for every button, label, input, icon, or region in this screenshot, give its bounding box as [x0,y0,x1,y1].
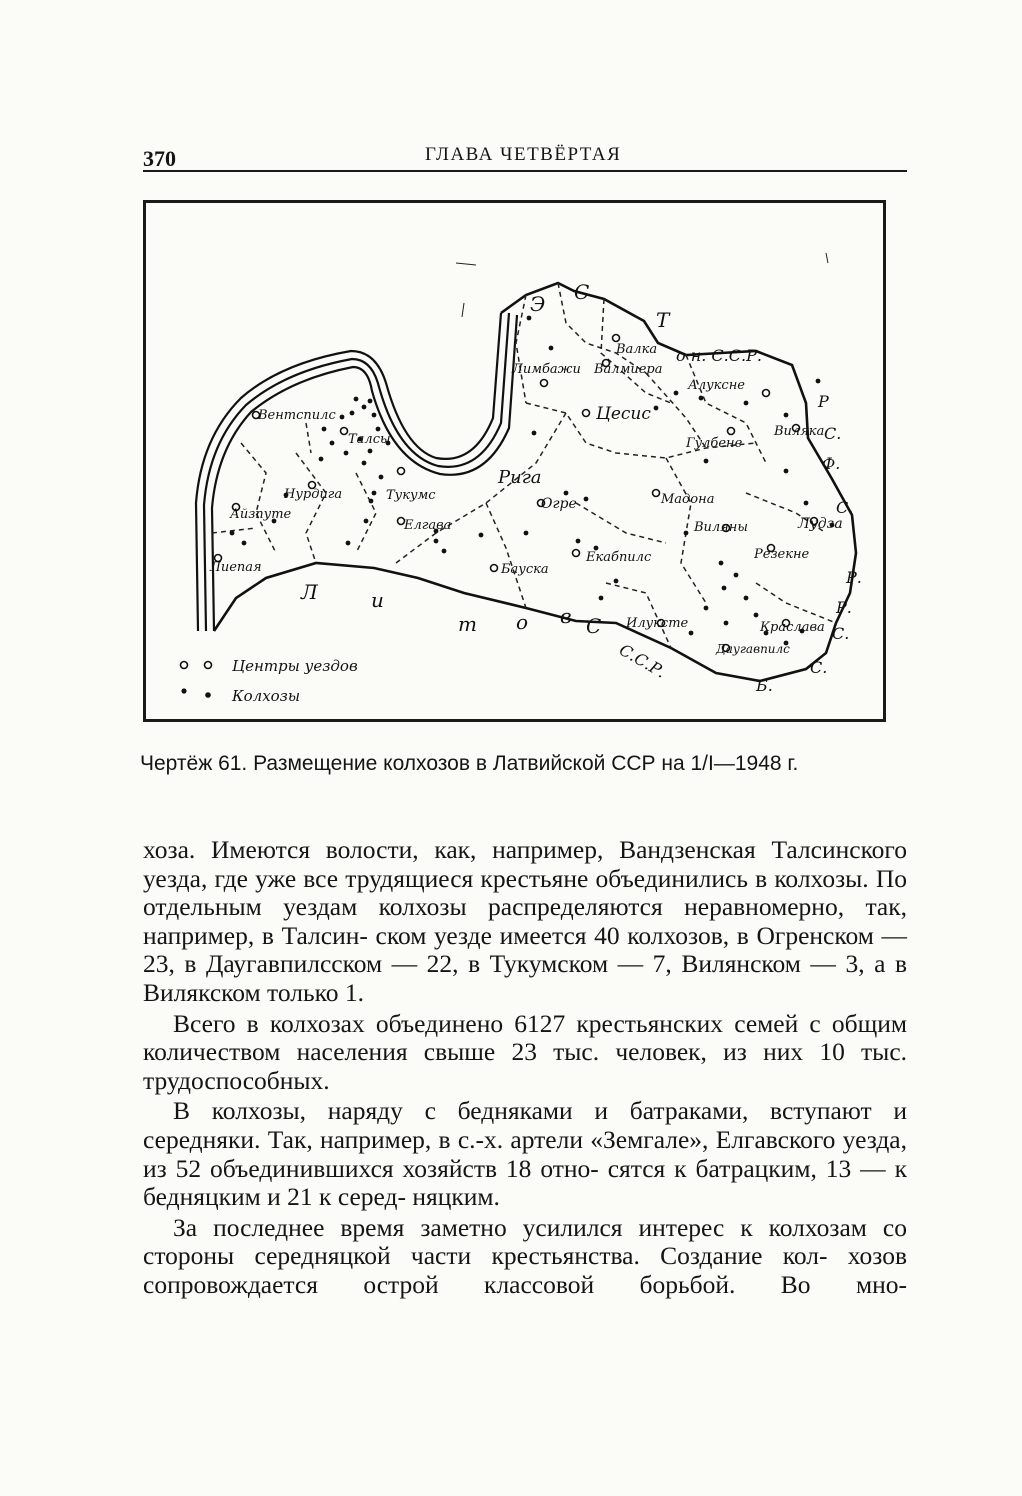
body-text [143,836,907,1300]
district-label: Краслава [760,620,825,635]
district-label: Валмиера [594,362,663,377]
legend-kolkhoz-label: Колхозы [232,687,301,705]
district-label: Огре [541,496,577,512]
text-line: хозов сопровождается острой классовой борьбой. Во мно- [143,1241,907,1299]
text-line: а в Вилякском только 1. [143,949,907,1007]
belarus-letter: Р. [846,568,862,587]
lithuania-letter: о [516,610,529,634]
district-label: Даугавпилс [716,642,790,656]
district-label: Тукумс [386,488,436,503]
map-legend [205,657,358,705]
text-line: За последнее время заметно усилился интерес к колхозам [173,1212,867,1242]
text-line: с общим количеством населения свыше 23 тыс. человек, из [143,1008,907,1067]
district-label: Елгава [404,518,452,533]
text-line: Талсинского уезда, где уже все трудящиеся крестьяне [143,835,907,893]
text-line: Елгавского уезда, из 52 объединившихся хозяйств 18 отно- [143,1124,908,1183]
district-label: Лиепая [210,560,262,575]
text-line: сятся к батрацким, 13 — к бедняцким и 21 к серед- [143,1153,907,1212]
paragraph-1 [143,836,907,1008]
coastline [196,313,517,631]
map-marks [456,253,828,317]
russia-letter: С. [824,424,842,443]
lithuania-letter: С [586,614,602,638]
district-label: Цесис [596,404,651,424]
text-line: хоза. Имеются волости, как, например, Вандзенская [143,835,756,864]
text-line: Всего в колхозах объединено 6127 крестьянских семей [173,1008,799,1038]
estonia-letter: С [574,280,590,304]
legend-kolkhoz-symbol [205,692,211,698]
text-line: со стороны середняцкой части крестьянства. Создание кол- [143,1212,907,1271]
lithuania-letter: в [560,604,572,628]
legend-center-symbol [205,662,212,669]
figure-caption: Чертёж 61. Размещение колхозов в Латвийской ССР на 1/I—1948 г. [140,752,799,775]
estonia-letter: Э [530,292,546,316]
russia-letter: Р. [836,598,852,617]
russia-letter: Ф. [822,454,841,473]
latvia-kolkhoz-map [143,200,886,722]
district-label: Нурдига [284,487,343,502]
district-label: Екабпилс [586,550,652,565]
district-label: Талсы [348,432,391,447]
lithuania-letter: и [371,588,384,612]
russia-letter: Р [818,392,829,411]
district-label: Резекне [754,547,810,562]
lithuania-letter: т [458,612,477,636]
legend-centers-label: Центры уездов [232,657,358,675]
paragraph-4 [143,1214,907,1300]
paragraph-2 [143,1010,907,1096]
lithuania-letter: Л [301,580,318,604]
district-label: Айзпуте [230,507,292,522]
belarus-letter: Б. [756,676,773,695]
district-label: Валка [616,342,658,357]
district-label: Илуксте [626,616,689,631]
district-label: Алуксне [688,378,745,393]
district-label: Вентспилс [258,408,336,423]
page-number: 370 [143,146,176,171]
district-label: Бауска [501,562,549,577]
district-label: Гулбене [686,436,743,451]
district-label: Рига [498,467,542,488]
district-label: Мадона [661,492,715,507]
text-line: объединились в колхозы. По отдельным уездам колхозы [143,863,907,922]
text-line: Даугавпилсском — 22, в Тукумском — 7, Вилянском — 3, [205,949,865,979]
text-line: ском уезде имеется 40 колхозов, в Огренском — 23, в [143,920,907,979]
text-line: В колхозы, наряду с бедняками и батраками, вступают [173,1096,872,1126]
district-label: Виляка [774,424,825,439]
belarus-letter: С. [832,624,850,643]
lithuania-suffix: С.С.Р. [616,640,670,682]
text-line: них 10 тыс. трудоспособных. [143,1037,908,1095]
district-label: Лудза [798,516,843,532]
paragraph-3 [143,1097,907,1211]
text-line: няцким. [412,1182,500,1212]
russia-letter: С. [836,498,854,517]
district-label: Лимбажи [512,362,581,377]
estonia-letter: Т [656,308,670,332]
estonia-suffix: о н. С.С.Р. [676,346,762,365]
map-drawing [146,203,883,719]
page-header [143,140,907,172]
district-label: Виляны [694,520,748,535]
belarus-letter: С. [810,658,828,677]
text-line: и середняки. Так, например, в с.-х. артели «Земгале», [143,1096,908,1154]
text-line: распределяются неравномерно, так, например, в Талсин- [143,892,907,950]
running-head: ГЛАВА ЧЕТВЁРТАЯ [425,144,622,165]
